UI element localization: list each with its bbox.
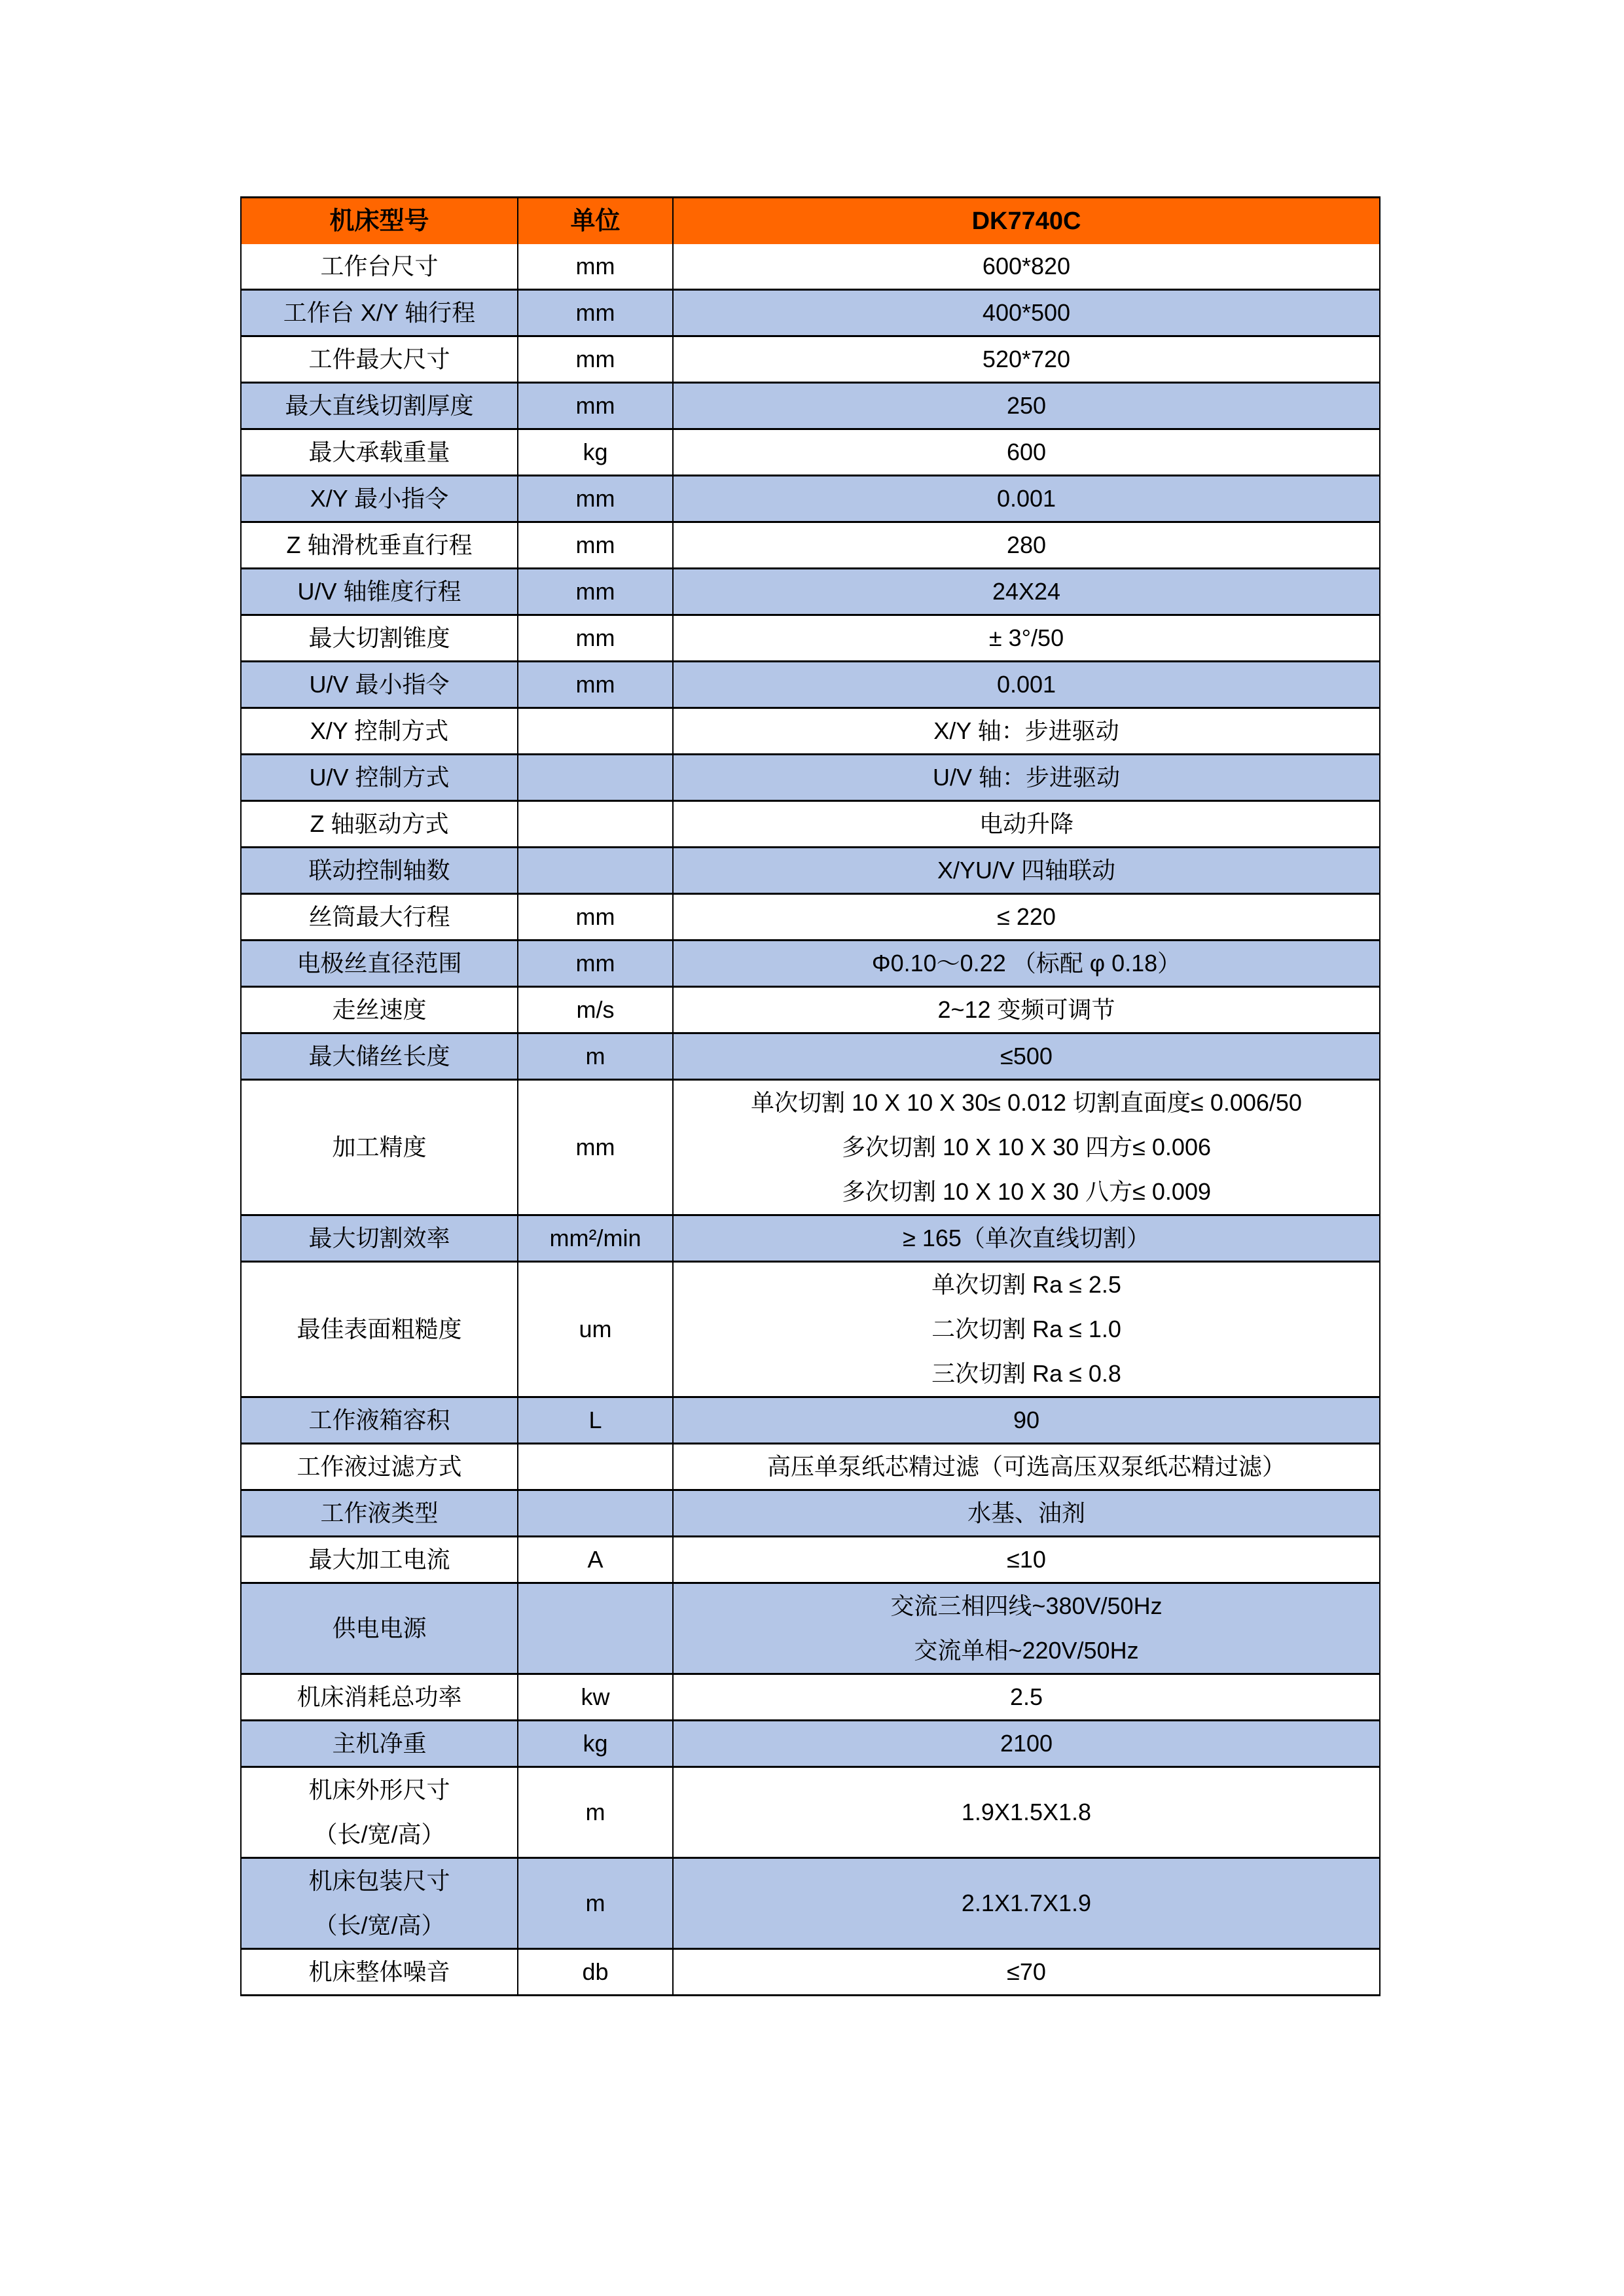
spec-unit-cell xyxy=(517,1444,672,1489)
spec-label-cell xyxy=(242,476,517,521)
spec-row xyxy=(242,1719,1379,1766)
spec-value-line: ≥ 165（单次直线切割） xyxy=(903,1225,1150,1251)
spec-label-line: X/Y 最小指令 xyxy=(310,485,449,512)
spec-label-line: 工作液过滤方式 xyxy=(297,1453,462,1480)
spec-value-cell xyxy=(672,988,1379,1032)
spec-unit-text: kw xyxy=(581,1683,610,1710)
spec-label-cell xyxy=(242,1491,517,1535)
table-header-row xyxy=(242,198,1379,244)
header-unit-label-text: 单位 xyxy=(570,207,621,235)
spec-row xyxy=(242,1535,1379,1582)
spec-label-cell xyxy=(242,1721,517,1766)
spec-unit-cell xyxy=(517,384,672,428)
spec-label-cell xyxy=(242,709,517,753)
spec-value-line: ± 3°/50 xyxy=(988,624,1064,651)
spec-value-line: 250 xyxy=(1006,392,1047,419)
spec-unit-text: mm xyxy=(575,950,615,977)
spec-row xyxy=(242,1443,1379,1489)
spec-label-cell xyxy=(242,1398,517,1443)
spec-value-cell xyxy=(672,941,1379,986)
spec-value-cell xyxy=(672,1537,1379,1582)
spec-label-line: 工作液箱容积 xyxy=(308,1407,450,1433)
spec-unit-cell xyxy=(517,1537,672,1582)
spec-value-line: 520*720 xyxy=(982,346,1071,372)
spec-unit-text: m xyxy=(585,1043,605,1069)
spec-value-cell xyxy=(672,662,1379,707)
spec-label-cell xyxy=(242,1675,517,1719)
spec-unit-cell xyxy=(517,1398,672,1443)
spec-row xyxy=(242,289,1379,335)
spec-unit-cell xyxy=(517,291,672,335)
spec-value-cell xyxy=(672,244,1379,289)
spec-label-line: 机床消耗总功率 xyxy=(297,1683,462,1710)
spec-value-line: 2~12 变频可调节 xyxy=(937,996,1115,1023)
spec-value-cell xyxy=(672,709,1379,753)
spec-value-line: 2.5 xyxy=(1009,1683,1043,1710)
spec-row xyxy=(242,1766,1379,1857)
spec-value-cell xyxy=(672,1263,1379,1396)
spec-label-cell xyxy=(242,1768,517,1857)
spec-label-line: 最大切割锥度 xyxy=(308,624,450,651)
spec-value-cell xyxy=(672,430,1379,475)
spec-label-line: Z 轴驱动方式 xyxy=(310,810,449,837)
spec-label-cell xyxy=(242,1034,517,1079)
header-model-value-text: DK7740C xyxy=(971,207,1081,235)
spec-value-line: 多次切割 10 X 10 X 30 四方≤ 0.006 xyxy=(841,1134,1211,1160)
spec-label-line: U/V 轴锥度行程 xyxy=(297,578,461,605)
spec-value-cell xyxy=(672,1950,1379,1994)
spec-value-line: 2.1X1.7X1.9 xyxy=(961,1890,1092,1916)
spec-unit-text: mm xyxy=(575,485,615,512)
spec-unit-cell xyxy=(517,1216,672,1261)
spec-unit-text: mm²/min xyxy=(549,1225,641,1251)
spec-unit-text: mm xyxy=(575,253,615,279)
spec-value-line: ≤500 xyxy=(1000,1043,1053,1069)
spec-label-cell xyxy=(242,1263,517,1396)
spec-value-line: 1.9X1.5X1.8 xyxy=(961,1799,1092,1825)
spec-value-line: U/V 轴：步进驱动 xyxy=(932,764,1120,791)
spec-row xyxy=(242,521,1379,567)
spec-row xyxy=(242,1582,1379,1673)
spec-label-line: 联动控制轴数 xyxy=(308,857,450,884)
spec-row xyxy=(242,939,1379,986)
spec-value-cell xyxy=(672,1584,1379,1673)
spec-label-line: 丝筒最大行程 xyxy=(308,903,450,930)
spec-unit-cell xyxy=(517,988,672,1032)
spec-label-cell xyxy=(242,1584,517,1673)
spec-row xyxy=(242,475,1379,521)
spec-label-cell xyxy=(242,1216,517,1261)
spec-value-cell xyxy=(672,1721,1379,1766)
spec-label-cell xyxy=(242,662,517,707)
spec-label-line: 电极丝直径范围 xyxy=(297,950,462,977)
spec-value-cell xyxy=(672,291,1379,335)
spec-value-line: 24X24 xyxy=(992,578,1061,605)
spec-label-cell xyxy=(242,941,517,986)
spec-label-cell xyxy=(242,802,517,846)
spec-value-cell xyxy=(672,802,1379,846)
spec-value-line: 高压单泵纸芯精过滤（可选高压双泵纸芯精过滤） xyxy=(767,1453,1286,1480)
spec-unit-text: A xyxy=(587,1546,604,1573)
spec-row xyxy=(242,1948,1379,1994)
spec-label-line: 最大加工电流 xyxy=(308,1546,450,1573)
spec-unit-cell xyxy=(517,941,672,986)
spec-row xyxy=(242,1032,1379,1079)
spec-value-line: 0.001 xyxy=(996,671,1056,698)
header-model-value xyxy=(672,198,1379,244)
spec-label-line: （长/宽/高） xyxy=(314,1821,445,1848)
spec-value-line: 90 xyxy=(1013,1407,1040,1433)
spec-value-cell xyxy=(672,1675,1379,1719)
spec-row xyxy=(242,1673,1379,1719)
spec-value-cell xyxy=(672,1859,1379,1948)
spec-value-cell xyxy=(672,1444,1379,1489)
spec-unit-cell xyxy=(517,1859,672,1948)
spec-label-line: 最大直线切割厚度 xyxy=(285,392,474,419)
spec-label-cell xyxy=(242,616,517,660)
spec-row xyxy=(242,753,1379,800)
header-model-label-text: 机床型号 xyxy=(329,207,429,235)
spec-value-cell xyxy=(672,476,1379,521)
spec-unit-cell xyxy=(517,1768,672,1857)
spec-value-line: ≤70 xyxy=(1007,1958,1046,1985)
spec-unit-cell xyxy=(517,1081,672,1214)
spec-value-cell xyxy=(672,1216,1379,1261)
spec-value-line: 单次切割 Ra ≤ 2.5 xyxy=(931,1271,1121,1298)
spec-unit-cell xyxy=(517,244,672,289)
spec-value-line: Φ0.10～0.22 （标配 φ 0.18） xyxy=(871,950,1182,977)
spec-unit-text: m xyxy=(585,1799,605,1825)
spec-value-cell xyxy=(672,1398,1379,1443)
spec-unit-text: mm xyxy=(575,624,615,651)
spec-value-line: 交流三相四线~380V/50Hz xyxy=(890,1592,1163,1619)
spec-value-cell xyxy=(672,848,1379,893)
spec-value-cell xyxy=(672,755,1379,800)
table-body xyxy=(242,244,1379,1994)
spec-unit-cell xyxy=(517,709,672,753)
spec-row xyxy=(242,1214,1379,1261)
spec-unit-text: mm xyxy=(575,299,615,326)
spec-row xyxy=(242,614,1379,660)
spec-unit-cell xyxy=(517,476,672,521)
spec-value-cell xyxy=(672,1768,1379,1857)
spec-value-line: 2100 xyxy=(1000,1730,1053,1757)
spec-value-line: 交流单相~220V/50Hz xyxy=(914,1637,1139,1664)
spec-row xyxy=(242,1261,1379,1396)
spec-unit-cell xyxy=(517,802,672,846)
spec-label-cell xyxy=(242,988,517,1032)
spec-value-cell xyxy=(672,616,1379,660)
spec-label-line: 最大切割效率 xyxy=(308,1225,450,1251)
spec-label-cell xyxy=(242,755,517,800)
spec-row xyxy=(242,382,1379,428)
spec-label-line: 机床外形尺寸 xyxy=(308,1776,450,1803)
spec-label-cell xyxy=(242,244,517,289)
spec-label-line: 最佳表面粗糙度 xyxy=(297,1316,462,1342)
spec-unit-cell xyxy=(517,1675,672,1719)
spec-unit-cell xyxy=(517,1721,672,1766)
spec-unit-cell xyxy=(517,337,672,382)
spec-value-cell xyxy=(672,1034,1379,1079)
spec-label-cell xyxy=(242,430,517,475)
spec-label-cell xyxy=(242,291,517,335)
spec-label-line: 机床整体噪音 xyxy=(308,1958,450,1985)
spec-label-line: U/V 控制方式 xyxy=(309,764,450,791)
spec-label-line: 走丝速度 xyxy=(332,996,427,1023)
spec-unit-cell xyxy=(517,1491,672,1535)
spec-label-cell xyxy=(242,384,517,428)
spec-value-cell xyxy=(672,569,1379,614)
spec-row xyxy=(242,428,1379,475)
spec-unit-cell xyxy=(517,616,672,660)
spec-label-line: （长/宽/高） xyxy=(314,1912,445,1939)
spec-label-line: 最大储丝长度 xyxy=(308,1043,450,1069)
spec-label-cell xyxy=(242,523,517,567)
spec-label-cell xyxy=(242,848,517,893)
spec-value-line: 280 xyxy=(1006,531,1047,558)
spec-value-line: 单次切割 10 X 10 X 30≤ 0.012 切割直面度≤ 0.006/50 xyxy=(751,1089,1302,1116)
spec-unit-cell xyxy=(517,848,672,893)
spec-label-line: 供电电源 xyxy=(332,1615,427,1641)
spec-label-line: U/V 最小指令 xyxy=(309,671,450,698)
header-model-label xyxy=(242,198,517,244)
spec-value-line: 600*820 xyxy=(982,253,1071,279)
spec-label-cell xyxy=(242,1859,517,1948)
spec-value-cell xyxy=(672,337,1379,382)
spec-value-line: 水基、油剂 xyxy=(967,1499,1085,1526)
spec-value-line: 多次切割 10 X 10 X 30 八方≤ 0.009 xyxy=(841,1178,1211,1205)
spec-value-cell xyxy=(672,523,1379,567)
spec-unit-text: m xyxy=(585,1890,605,1916)
spec-value-line: X/Y 轴：步进驱动 xyxy=(933,717,1119,744)
spec-unit-cell xyxy=(517,755,672,800)
spec-unit-text: mm xyxy=(575,578,615,605)
spec-unit-text: mm xyxy=(575,531,615,558)
spec-unit-cell xyxy=(517,430,672,475)
spec-value-line: 600 xyxy=(1006,439,1047,465)
spec-unit-cell xyxy=(517,1263,672,1396)
spec-unit-cell xyxy=(517,895,672,939)
spec-row xyxy=(242,244,1379,289)
spec-value-line: 400*500 xyxy=(982,299,1071,326)
spec-label-line: 工件最大尺寸 xyxy=(308,346,450,372)
spec-row xyxy=(242,1079,1379,1214)
spec-row xyxy=(242,1489,1379,1535)
spec-value-line: ≤ 220 xyxy=(997,903,1056,930)
spec-label-line: 工作液类型 xyxy=(320,1499,439,1526)
spec-unit-cell xyxy=(517,569,672,614)
spec-value-line: 电动升降 xyxy=(979,810,1074,837)
spec-row xyxy=(242,893,1379,939)
spec-label-cell xyxy=(242,1081,517,1214)
spec-label-line: Z 轴滑枕垂直行程 xyxy=(286,531,473,558)
spec-row xyxy=(242,800,1379,846)
spec-label-cell xyxy=(242,1444,517,1489)
spec-unit-cell xyxy=(517,662,672,707)
spec-value-line: X/YU/V 四轴联动 xyxy=(937,857,1116,884)
spec-unit-text: mm xyxy=(575,1134,615,1160)
spec-unit-text: mm xyxy=(575,671,615,698)
spec-label-line: 主机净重 xyxy=(332,1730,427,1757)
spec-value-cell xyxy=(672,1081,1379,1214)
spec-unit-text: db xyxy=(582,1958,609,1985)
spec-value-line: 0.001 xyxy=(996,485,1056,512)
spec-row xyxy=(242,986,1379,1032)
spec-row xyxy=(242,567,1379,614)
spec-unit-text: L xyxy=(588,1407,602,1433)
spec-unit-text: mm xyxy=(575,346,615,372)
spec-unit-text: mm xyxy=(575,392,615,419)
spec-value-cell xyxy=(672,384,1379,428)
spec-unit-cell xyxy=(517,523,672,567)
spec-table xyxy=(240,196,1380,1996)
spec-label-cell xyxy=(242,1950,517,1994)
spec-unit-cell xyxy=(517,1584,672,1673)
spec-label-cell xyxy=(242,895,517,939)
spec-label-cell xyxy=(242,569,517,614)
spec-label-cell xyxy=(242,1537,517,1582)
spec-label-line: 加工精度 xyxy=(332,1134,427,1160)
spec-label-line: 工作台 X/Y 轴行程 xyxy=(283,299,476,326)
spec-row xyxy=(242,1396,1379,1443)
spec-unit-text: kg xyxy=(583,1730,608,1757)
spec-unit-text: um xyxy=(579,1316,612,1342)
spec-label-line: 机床包装尺寸 xyxy=(308,1867,450,1894)
spec-row xyxy=(242,1857,1379,1948)
spec-row xyxy=(242,846,1379,893)
spec-unit-text: kg xyxy=(583,439,608,465)
spec-label-line: 工作台尺寸 xyxy=(320,253,439,279)
spec-row xyxy=(242,660,1379,707)
spec-value-line: 二次切割 Ra ≤ 1.0 xyxy=(931,1316,1121,1342)
spec-row xyxy=(242,707,1379,753)
spec-value-cell xyxy=(672,895,1379,939)
spec-row xyxy=(242,335,1379,382)
spec-label-cell xyxy=(242,337,517,382)
spec-value-line: 三次切割 Ra ≤ 0.8 xyxy=(931,1360,1121,1387)
spec-unit-cell xyxy=(517,1034,672,1079)
spec-unit-text: m/s xyxy=(576,996,615,1023)
spec-label-line: X/Y 控制方式 xyxy=(310,717,449,744)
spec-label-line: 最大承载重量 xyxy=(308,439,450,465)
spec-value-cell xyxy=(672,1491,1379,1535)
spec-value-line: ≤10 xyxy=(1007,1546,1046,1573)
spec-unit-cell xyxy=(517,1950,672,1994)
header-unit-label xyxy=(517,198,672,244)
spec-unit-text: mm xyxy=(575,903,615,930)
